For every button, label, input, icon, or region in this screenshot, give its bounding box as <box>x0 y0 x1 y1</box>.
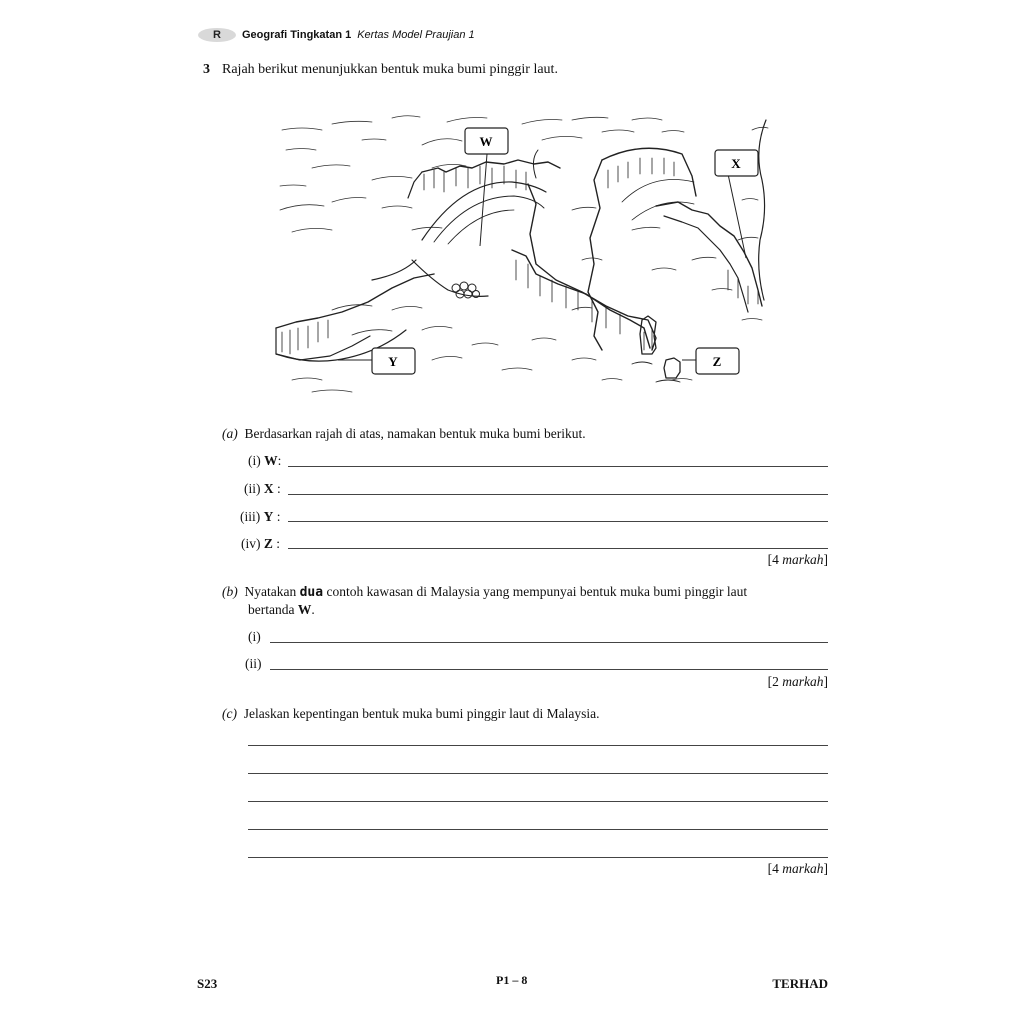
label-y: Y <box>388 354 398 369</box>
item-sep: : <box>276 536 281 551</box>
footer-page: P1 – 8 <box>496 973 528 987</box>
answer-line-c-1[interactable] <box>248 745 828 746</box>
part-a-letter: (a) <box>222 426 238 441</box>
part-c-marks <box>768 861 828 877</box>
part-b-question <box>222 584 828 600</box>
part-b-text-1: Nyatakan <box>244 584 300 599</box>
answer-line-a-ii[interactable] <box>288 494 828 495</box>
marks-close: ] <box>823 552 828 567</box>
item-sep: : <box>277 453 282 468</box>
item-key: Y <box>263 509 274 524</box>
marks-open: [4 <box>767 552 783 567</box>
marks-word: markah <box>782 674 824 689</box>
footer-classification: TERHAD <box>772 976 828 991</box>
part-a-item-3 <box>240 509 281 525</box>
book-title: Geografi Tingkatan 1 <box>242 29 352 41</box>
item-key: Z <box>263 536 273 551</box>
label-z: Z <box>712 354 722 369</box>
marks-close: ] <box>823 861 828 876</box>
part-b-text-bold: dua <box>299 585 324 600</box>
item-number: (i) <box>248 453 261 468</box>
answer-line-c-2[interactable] <box>248 773 828 774</box>
marks-close: ] <box>823 674 828 689</box>
item-key: X <box>263 481 274 496</box>
part-b-marks <box>768 674 828 690</box>
part-a-item-1 <box>248 453 281 469</box>
answer-line-a-i[interactable] <box>288 466 828 467</box>
part-b-text-3-bold: W <box>297 602 312 617</box>
question-text: Rajah berikut menunjukkan bentuk muka bumi pinggir laut. <box>222 62 558 77</box>
part-b-item-2: (ii) <box>245 656 262 671</box>
part-b-text-3: bertanda <box>248 602 298 617</box>
part-b-letter: (b) <box>222 584 238 599</box>
page-header <box>198 25 475 45</box>
answer-line-b-i[interactable] <box>270 642 828 643</box>
part-b-text-2: contoh kawasan di Malaysia yang mempunyai bentuk muka bumi pinggir laut <box>323 584 748 599</box>
item-number: (iv) <box>241 536 261 551</box>
publisher-logo: R <box>198 28 236 42</box>
part-b-item-1: (i) <box>248 629 261 644</box>
answer-line-c-5[interactable] <box>248 857 828 858</box>
part-a-item-2 <box>244 481 281 497</box>
answer-line-a-iv[interactable] <box>288 548 828 549</box>
part-b-question-cont <box>248 602 315 618</box>
label-w: W <box>479 134 493 149</box>
marks-open: [4 <box>767 861 783 876</box>
item-number: (ii) <box>244 481 261 496</box>
footer-code: S23 <box>197 976 218 991</box>
coastal-landform-diagram <box>272 110 776 395</box>
label-x: X <box>731 156 741 171</box>
part-a-item-4 <box>241 536 280 552</box>
part-c-text: Jelaskan kepentingan bentuk muka bumi pinggir laut di Malaysia. <box>243 706 600 721</box>
item-key: W <box>264 453 278 468</box>
part-a-marks <box>768 552 828 568</box>
marks-word: markah <box>782 552 824 567</box>
answer-line-b-ii[interactable] <box>270 669 828 670</box>
answer-line-c-4[interactable] <box>248 829 828 830</box>
part-c-letter: (c) <box>222 706 237 721</box>
part-a-question <box>222 426 586 442</box>
marks-word: markah <box>782 861 824 876</box>
answer-line-c-3[interactable] <box>248 801 828 802</box>
part-c-question <box>222 706 600 722</box>
book-subtitle: Kertas Model Praujian 1 <box>357 29 475 41</box>
item-number: (iii) <box>240 509 261 524</box>
item-sep: : <box>276 509 281 524</box>
answer-line-a-iii[interactable] <box>288 521 828 522</box>
item-sep: : <box>277 481 281 496</box>
question-number: 3 <box>203 62 210 77</box>
marks-open: [2 <box>767 674 783 689</box>
part-a-text: Berdasarkan rajah di atas, namakan bentuk muka bumi berikut. <box>244 426 586 441</box>
part-b-text-3-end: . <box>311 602 315 617</box>
